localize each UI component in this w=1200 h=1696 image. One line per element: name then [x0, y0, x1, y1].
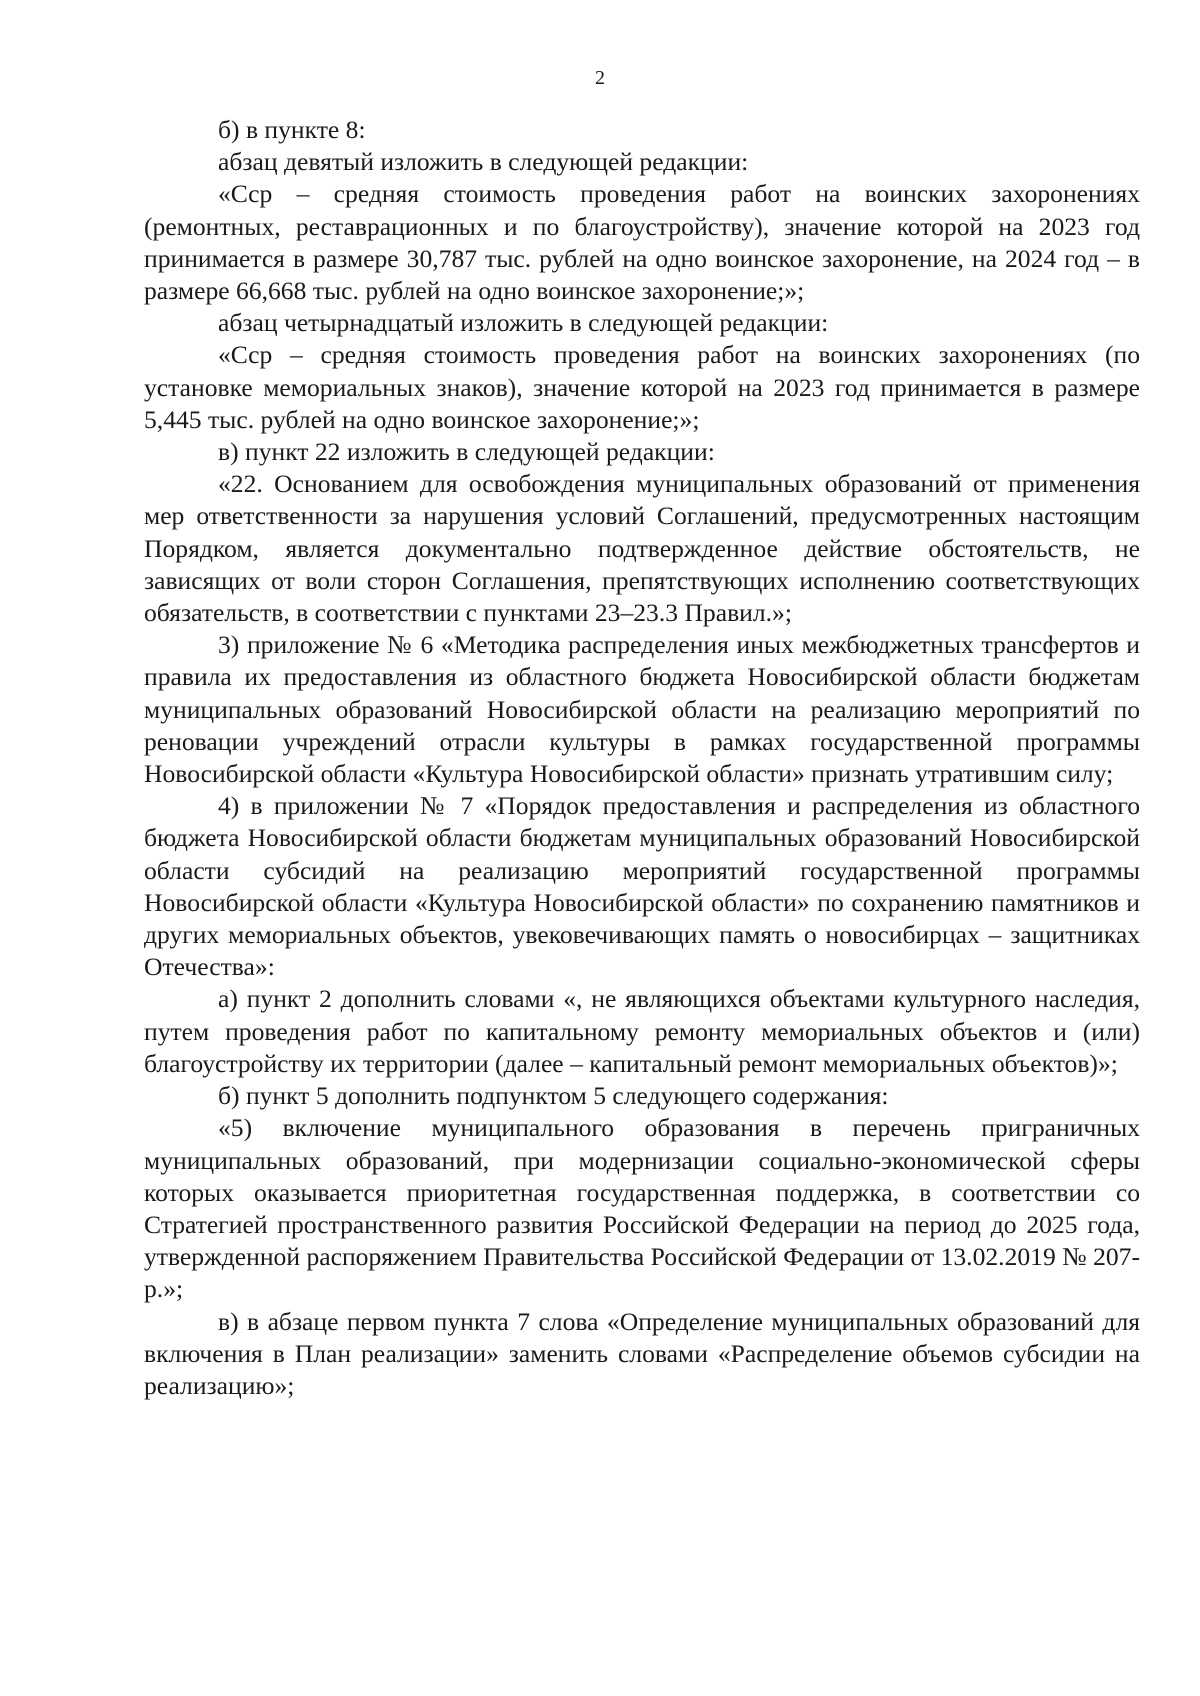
paragraph-appendix-7: 4) в приложении № 7 «Порядок предоставления и распределения из областного бюджета Новосибирской области бюджетам муниципальных образований Новосибирской области субсидий на реализацию мероприятий государственной программы Новосибирской области «Культура Новосибирской области» по сохранению памятников и других мемориальных объектов, увековечивающих память о новосибирцах – защитниках Отечества»:	[144, 791, 1140, 982]
paragraph-abzac-9: абзац девятый изложить в следующей редакции:	[218, 147, 749, 177]
paragraph-item-v-22: в) пункт 22 изложить в следующей редакции:	[218, 437, 715, 467]
paragraph-ssr-definition-1: «Сср – средняя стоимость проведения работ на воинских захоронениях (ремонтных, реставрационных и по благоустройству), значение которой на 2023 год принимается в размере 30,787 тыс. рублей на одно воинское захоронение, на 2024 год – в размере 66,668 тыс. рублей на одно воинское захоронение;»;	[144, 179, 1140, 306]
paragraph-item-v-7: в) в абзаце первом пункта 7 слова «Определение муниципальных образований для включения в План реализации» заменить словами «Распределение объемов субсидии на реализацию»;	[144, 1306, 1140, 1400]
paragraph-ssr-definition-2: «Сср – средняя стоимость проведения работ на воинских захоронениях (по установке мемориальных знаков), значение которой на 2023 год принимается в размере 5,445 тыс. рублей на одно воинское захоронение;»;	[144, 340, 1140, 434]
paragraph-item-b-5: б) пункт 5 дополнить подпунктом 5 следующего содержания:	[218, 1081, 889, 1111]
paragraph-point-22-text: «22. Основанием для освобождения муниципальных образований от применения мер ответственности за нарушения условий Соглашений, предусмотренных настоящим Порядком, является документально подтвержденное действие обстоятельств, не зависящих от воли сторон Соглашения, препятствующих исполнению соответствующих обязательств, в соответствии с пунктами 23–23.3 Правил.»;	[144, 469, 1140, 628]
paragraph-item-b-8: б) в пункте 8:	[218, 115, 366, 144]
paragraph-item-a-2: а) пункт 2 дополнить словами «, не являющихся объектами культурного наследия, путем проведения работ по капитальному ремонту мемориальных объектов и (или) благоустройству их территории (далее – капитальный ремонт мемориальных объектов)»;	[144, 984, 1140, 1078]
document-body	[144, 114, 1140, 1402]
paragraph-subitem-5-text: «5) включение муниципального образования в перечень приграничных муниципальных образований, при модернизации социально-экономической сферы которых оказывается приоритетная государственная поддержка, в соответствии со Стратегией пространственного развития Российской Федерации на период до 2025 года, утвержденной распоряжением Правительства Российской Федерации от 13.02.2019 № 207-р.»;	[144, 1113, 1140, 1304]
page-number: 2	[595, 67, 605, 89]
paragraph-appendix-6: 3) приложение № 6 «Методика распределения иных межбюджетных трансфертов и правила их предоставления из областного бюджета Новосибирской области бюджетам муниципальных образований Новосибирской области на реализацию мероприятий по реновации учреждений отрасли культуры в рамках государственной программы Новосибирской области «Культура Новосибирской области» признать утратившим силу;	[144, 630, 1140, 789]
paragraph-abzac-14: абзац четырнадцатый изложить в следующей редакции:	[218, 308, 829, 338]
